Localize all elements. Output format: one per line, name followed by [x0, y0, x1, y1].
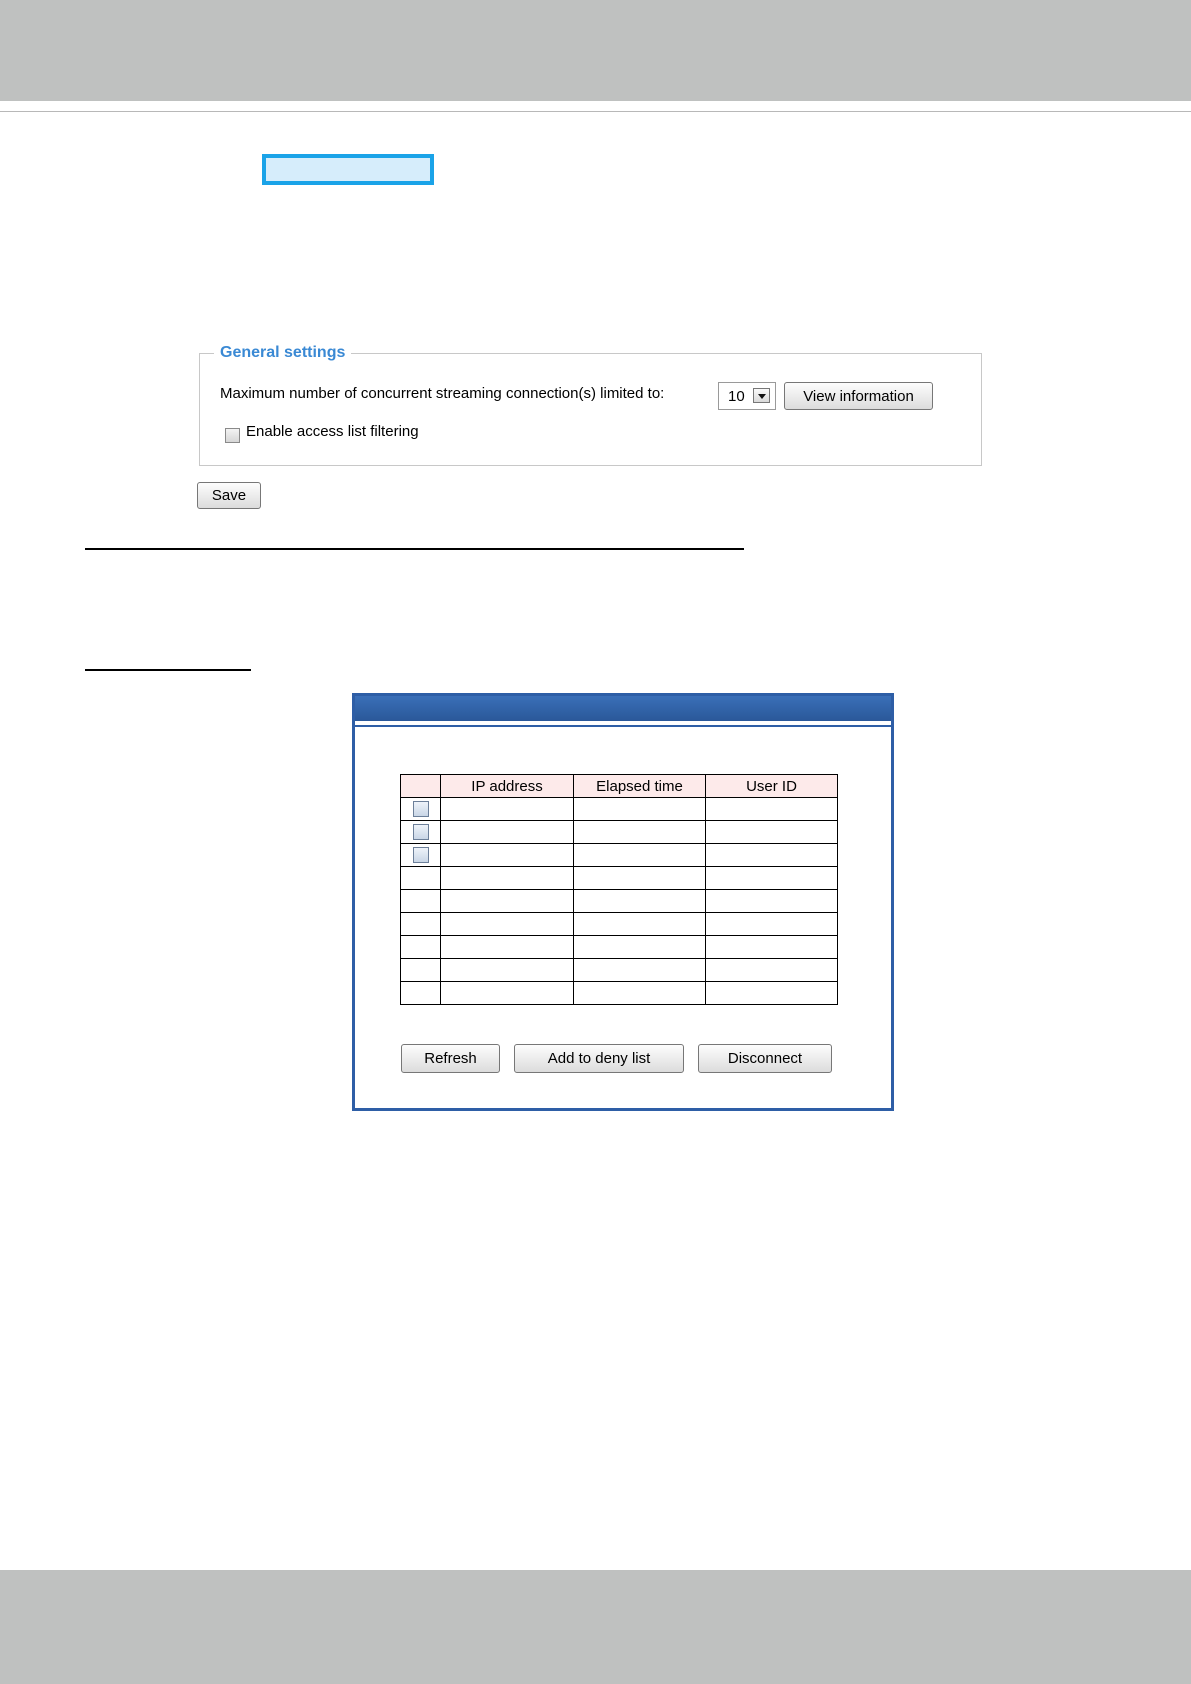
max-connections-value: 10	[728, 388, 745, 405]
elapsed-time-cell	[574, 959, 706, 982]
elapsed-time-cell	[574, 798, 706, 821]
user-id-cell	[706, 913, 838, 936]
page-footer-band	[0, 1570, 1191, 1684]
section-rule	[85, 548, 744, 550]
user-id-cell	[706, 867, 838, 890]
elapsed-time-cell	[574, 982, 706, 1005]
enable-access-list-checkbox[interactable]	[225, 428, 240, 443]
elapsed-time-cell	[574, 913, 706, 936]
row-select-cell	[401, 821, 441, 844]
row-checkbox[interactable]	[413, 824, 429, 840]
user-id-cell	[706, 821, 838, 844]
elapsed-time-cell	[574, 936, 706, 959]
row-select-cell	[401, 867, 441, 890]
row-select-cell	[401, 844, 441, 867]
row-select-cell	[401, 982, 441, 1005]
row-select-cell	[401, 913, 441, 936]
header-elapsed-time: Elapsed time	[574, 775, 706, 798]
user-id-cell	[706, 798, 838, 821]
table-row	[401, 913, 838, 936]
elapsed-time-cell	[574, 844, 706, 867]
header-ip-address: IP address	[441, 775, 574, 798]
table-header-row	[401, 775, 838, 798]
chevron-down-icon[interactable]	[753, 388, 770, 403]
ip-address-cell	[441, 890, 574, 913]
enable-access-list-label: Enable access list filtering	[246, 423, 419, 440]
page-header-band	[0, 0, 1191, 101]
user-id-cell	[706, 936, 838, 959]
refresh-button[interactable]: Refresh	[401, 1044, 500, 1073]
connection-table	[400, 774, 838, 1005]
ip-address-cell	[441, 982, 574, 1005]
disconnect-button[interactable]: Disconnect	[698, 1044, 832, 1073]
ip-address-cell	[441, 959, 574, 982]
ip-address-cell	[441, 844, 574, 867]
row-select-cell	[401, 936, 441, 959]
table-row	[401, 890, 838, 913]
highlighted-menu-item[interactable]	[262, 154, 434, 185]
elapsed-time-cell	[574, 890, 706, 913]
header-divider	[0, 111, 1191, 112]
user-id-cell	[706, 844, 838, 867]
ip-address-cell	[441, 798, 574, 821]
elapsed-time-cell	[574, 867, 706, 890]
save-button[interactable]: Save	[197, 482, 261, 509]
ip-address-cell	[441, 867, 574, 890]
ip-address-cell	[441, 913, 574, 936]
view-information-button[interactable]: View information	[784, 382, 933, 410]
table-row	[401, 798, 838, 821]
table-row	[401, 867, 838, 890]
row-select-cell	[401, 959, 441, 982]
max-connections-label: Maximum number of concurrent streaming connection(s) limited to:	[220, 385, 665, 402]
subsection-rule	[85, 669, 251, 671]
row-select-cell	[401, 798, 441, 821]
ip-address-cell	[441, 821, 574, 844]
row-checkbox[interactable]	[413, 847, 429, 863]
max-connections-select[interactable]	[718, 382, 776, 410]
user-id-cell	[706, 982, 838, 1005]
row-select-cell	[401, 890, 441, 913]
table-row	[401, 844, 838, 867]
user-id-cell	[706, 890, 838, 913]
window-title-bar	[355, 696, 891, 721]
ip-address-cell	[441, 936, 574, 959]
table-row	[401, 936, 838, 959]
header-select	[401, 775, 441, 798]
elapsed-time-cell	[574, 821, 706, 844]
table-row	[401, 982, 838, 1005]
row-checkbox[interactable]	[413, 801, 429, 817]
table-row	[401, 959, 838, 982]
add-to-deny-list-button[interactable]: Add to deny list	[514, 1044, 684, 1073]
header-user-id: User ID	[706, 775, 838, 798]
table-row	[401, 821, 838, 844]
general-settings-legend: General settings	[220, 344, 346, 361]
user-id-cell	[706, 959, 838, 982]
